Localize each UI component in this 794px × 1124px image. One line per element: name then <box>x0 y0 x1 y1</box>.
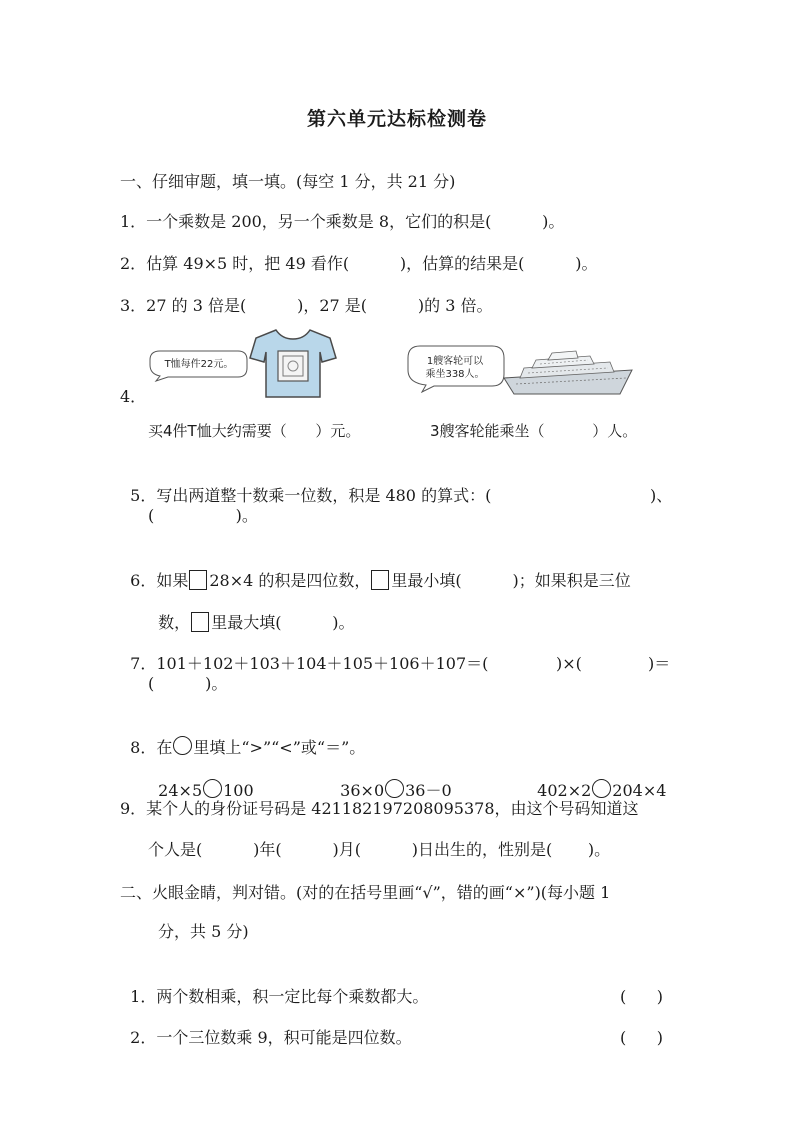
compare-right: 100 <box>223 781 254 800</box>
judge-answer-paren: ( ) <box>620 987 663 1006</box>
ship-capacity-text <box>414 355 496 381</box>
tshirt-image <box>248 327 338 401</box>
ship-text-line1: 1艘客轮可以 <box>426 356 484 367</box>
section2-heading-line1: 二、火眼金睛，判对错。(对的在括号里画“√”，错的画“×”)(每小题 1 <box>120 883 611 902</box>
blank-box <box>189 570 207 590</box>
question-6-line2-b: 里最大填( )。 <box>211 613 355 632</box>
shirt-price-text: T恤每件22元。 <box>164 359 234 370</box>
judge-answer-paren: ( ) <box>620 1028 663 1047</box>
compare-item-3 <box>527 757 667 800</box>
question-8-line1 <box>120 714 366 757</box>
compare-right: 204×4 <box>612 781 667 800</box>
question-2: 2．估算 49×5 时，把 49 看作( )，估算的结果是( )。 <box>120 254 598 273</box>
question-8-line1-a: 8．在 <box>130 738 173 757</box>
question-7-line1-a: 7．101＋102＋103＋104＋105＋106＋107＝( <box>130 654 489 673</box>
question-9-line2: 个人是( )年( )月( )日出生的，性别是( )。 <box>148 840 611 859</box>
cruise-ship-image <box>502 348 636 398</box>
question-5-line1 <box>120 463 673 505</box>
page-title: 第六单元达标检测卷 <box>306 108 487 130</box>
question-3: 3．27 的 3 倍是( )，27 是( )的 3 倍。 <box>120 296 493 315</box>
section2-heading-line2: 分，共 5 分) <box>158 922 249 941</box>
compare-right: 36－0 <box>405 781 452 800</box>
question-6-line1-a: 6．如果 <box>130 571 189 590</box>
question-8-line1-b: 里填上“>”“<”或“＝”。 <box>193 738 366 757</box>
blank-circle <box>203 779 222 798</box>
question-1: 1．一个乘数是 200，另一个乘数是 8，它们的积是( )。 <box>120 212 565 231</box>
question-7-line2: ( )。 <box>148 674 228 693</box>
judge-item-text: 2．一个三位数乘 9，积可能是四位数。 <box>130 1028 412 1047</box>
question-7-line1 <box>120 631 671 673</box>
judge-item-text: 1．两个数相乘，积一定比每个乘数都大。 <box>130 987 429 1006</box>
compare-left: 36×0 <box>340 781 385 800</box>
question-5-line2: ( )。 <box>148 506 258 525</box>
question-7-line1-b: )×( <box>556 654 582 673</box>
blank-box <box>371 570 389 590</box>
question-9-line1: 9．某个人的身份证号码是 421182197208095378，由这个号码知道这 <box>120 799 639 818</box>
question-4-right-text: 3艘客轮能乘坐（ ）人。 <box>430 422 638 440</box>
blank-circle <box>173 736 192 755</box>
compare-left: 402×2 <box>537 781 592 800</box>
blank-circle <box>385 779 404 798</box>
compare-item-1 <box>148 757 254 800</box>
question-6-line1 <box>120 548 631 590</box>
ship-text-line2: 乘坐338人。 <box>425 369 485 380</box>
question-6-line2-a: 数， <box>158 613 191 632</box>
compare-left: 24×5 <box>158 781 203 800</box>
blank-box <box>191 612 209 632</box>
compare-item-2 <box>330 757 452 800</box>
question-4-left-text: 买4件T恤大约需要（ ）元。 <box>148 422 361 440</box>
question-5-line1-b: )、 <box>650 486 673 505</box>
judge-item-2 <box>120 1005 663 1047</box>
question-6-line2 <box>148 590 355 632</box>
question-4-number: 4． <box>120 387 147 406</box>
blank-circle <box>592 779 611 798</box>
question-5-line1-a: 5．写出两道整十数乘一位数，积是 480 的算式：( <box>130 486 492 505</box>
question-6-line1-b: 28×4 的积是四位数， <box>209 571 371 590</box>
question-7-line1-c: )＝ <box>648 654 671 673</box>
question-6-line1-c: 里最小填( )；如果积是三位 <box>391 571 631 590</box>
section1-heading: 一、仔细审题，填一填。(每空 1 分，共 21 分) <box>120 172 456 191</box>
judge-item-1 <box>120 964 663 1006</box>
